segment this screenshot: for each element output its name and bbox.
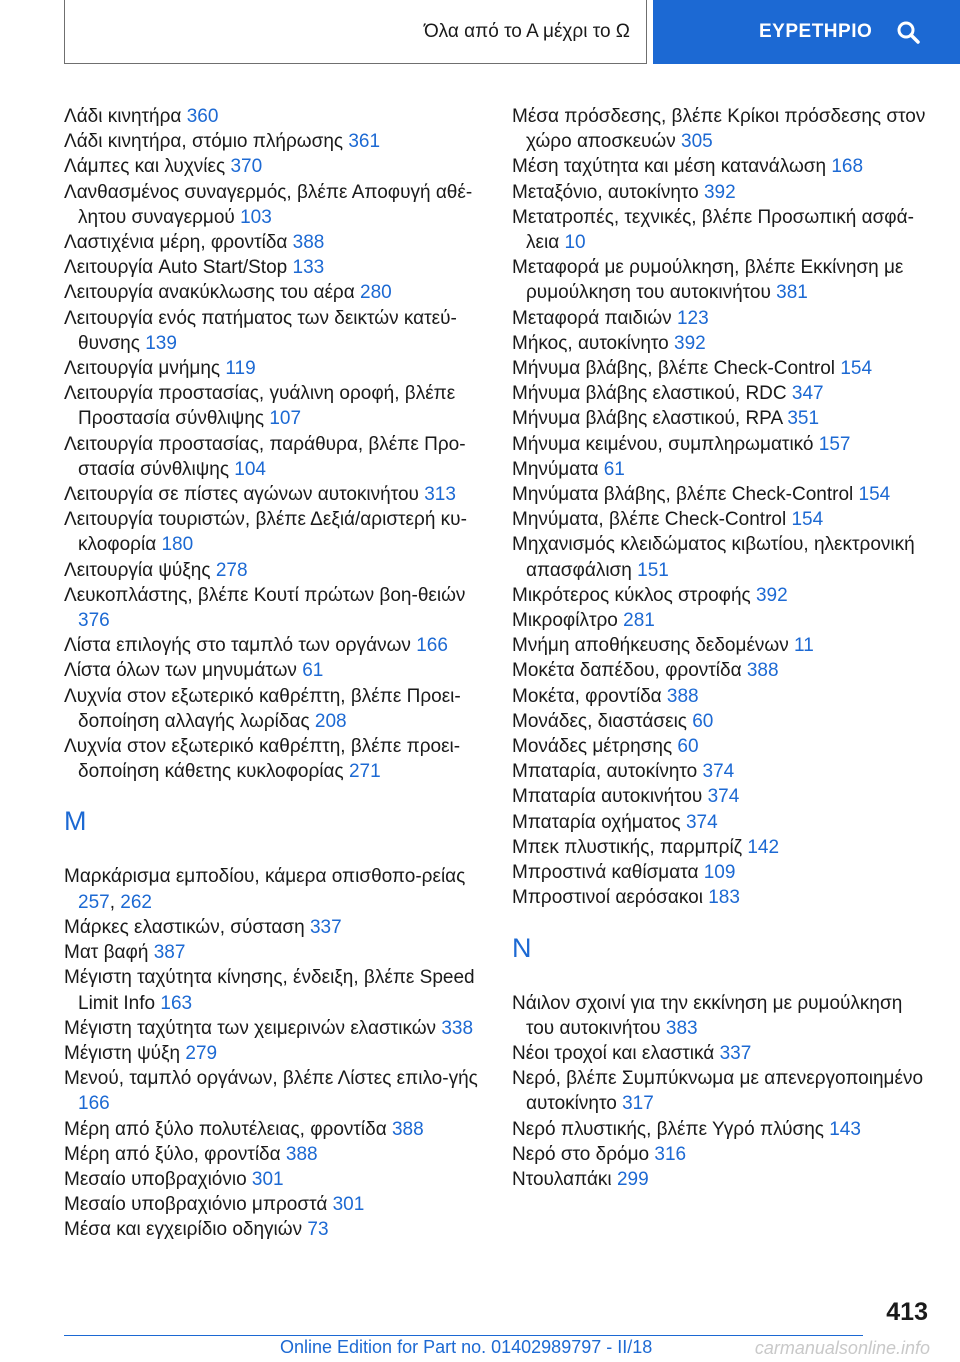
index-entry [512, 180, 932, 205]
page-link[interactable]: 316 [654, 1143, 687, 1165]
entry-term: Λίστα επιλογής στο ταμπλό των οργάνων [64, 635, 417, 657]
footer-divider [64, 1335, 863, 1336]
entry-term: Λειτουργία Auto Start/Stop [64, 257, 293, 279]
page-link[interactable]: 374 [702, 761, 735, 783]
entry-term: Λειτουργία μνήμης [64, 358, 226, 380]
page-link[interactable]: 388 [666, 685, 699, 707]
entry-term: Μήνυμα κειμένου, συμπληρωματικό [512, 433, 819, 455]
entry-term: Μπαταρία αυτοκινήτου [512, 786, 708, 808]
entry-term: Μπαταρία, αυτοκίνητο [512, 761, 703, 783]
index-entry [64, 255, 484, 280]
index-entry [512, 1066, 932, 1116]
page-link[interactable]: 143 [829, 1118, 861, 1140]
page-link[interactable]: 361 [348, 131, 381, 153]
index-entry [512, 658, 932, 683]
page-link[interactable]: 166 [78, 1093, 110, 1115]
index-entry [64, 1217, 484, 1242]
page-link[interactable]: 374 [685, 811, 718, 833]
page-number: 413 [886, 1298, 928, 1326]
entry-term: Μεσαίο υποβραχιόνιο [64, 1168, 252, 1190]
page-link[interactable]: 166 [416, 635, 448, 657]
index-entry [64, 940, 484, 965]
index-column-left [64, 104, 484, 1243]
entry-term: Μέση ταχύτητα και μέση κατανάλωση [512, 156, 832, 178]
index-entry [512, 532, 932, 582]
entry-term: Μέσα και εγχειρίδιο οδηγιών [64, 1219, 308, 1241]
page-link[interactable]: 60 [692, 710, 714, 732]
page-link[interactable]: 180 [161, 534, 194, 556]
entry-term: Νέοι τροχοί και ελαστικά [512, 1042, 720, 1064]
page-link[interactable]: 10 [564, 232, 586, 254]
page-link[interactable]: 392 [755, 584, 788, 606]
page-link[interactable]: 257 [78, 891, 110, 913]
index-entry [512, 759, 932, 784]
index-entry [512, 255, 932, 305]
index-entry [512, 306, 932, 331]
index-entry [512, 406, 932, 431]
entry-term: Μήνυμα βλάβης, βλέπε Check-Control [512, 358, 841, 380]
entry-term: Λαστιχένια μέρη, φροντίδα [64, 232, 293, 254]
index-entry [64, 658, 484, 683]
page-link[interactable]: 61 [302, 660, 324, 682]
index-entry [64, 306, 484, 356]
entry-term: Ντουλαπάκι [512, 1168, 617, 1190]
index-entry [512, 885, 932, 910]
entry-term: Λίστα όλων των μηνυμάτων [64, 660, 303, 682]
entry-term: Μπροστινοί αερόσακοι [512, 887, 709, 909]
entry-term: Λυχνία στον εξωτερικό καθρέπτη, βλέπε Προει-δοποίηση αλλαγής λωρίδας [64, 685, 461, 732]
page-link[interactable]: 301 [332, 1194, 365, 1216]
index-entry [64, 280, 484, 305]
page-link[interactable]: 278 [215, 559, 248, 581]
entry-term: Νερό στο δρόμο [512, 1143, 655, 1165]
entry-term: Μπεκ πλυστικής, παρμπρίζ [512, 836, 748, 858]
page-link[interactable]: 381 [776, 282, 808, 304]
page-link[interactable]: 392 [703, 181, 736, 203]
index-entry [64, 482, 484, 507]
page-link[interactable]: 151 [637, 559, 669, 581]
entry-term: Λυχνία στον εξωτερικό καθρέπτη, βλέπε προει-δοποίηση κάθετης κυκλοφορίας [64, 736, 461, 783]
index-entry [512, 709, 932, 734]
index-entry [512, 381, 932, 406]
index-entry [64, 1117, 484, 1142]
entries-l-group [64, 104, 484, 784]
index-entry [512, 1041, 932, 1066]
index-entry [64, 180, 484, 230]
page-link[interactable]: 301 [251, 1168, 284, 1190]
page-link[interactable]: 305 [681, 131, 713, 153]
page-link[interactable]: 313 [424, 484, 456, 506]
index-entry [64, 633, 484, 658]
page-link[interactable]: 281 [623, 610, 655, 632]
index-entry [64, 1142, 484, 1167]
entry-term: Μηνύματα, βλέπε Check-Control [512, 509, 792, 531]
page-link[interactable]: 351 [787, 408, 820, 430]
index-entry [64, 684, 484, 734]
entry-term: Λάμπες και λυχνίες [64, 156, 231, 178]
index-entry [64, 583, 484, 633]
section-title-tab[interactable] [64, 0, 647, 64]
entry-term: Λευκοπλάστης, βλέπε Κουτί πρώτων βοη-θειών [64, 584, 466, 606]
index-entry [512, 331, 932, 356]
entry-term: Μικροφίλτρο [512, 610, 624, 632]
page-link[interactable]: 139 [145, 332, 177, 354]
index-entry [64, 558, 484, 583]
page-link[interactable]: 163 [160, 992, 193, 1014]
index-entry [512, 810, 932, 835]
page-link[interactable]: 376 [78, 610, 110, 632]
index-entry [512, 432, 932, 457]
entry-term: Λειτουργία προστασίας, γυάλινη οροφή, βλέπε Προστασία σύνθλιψης [64, 383, 456, 430]
page-link[interactable]: 370 [230, 156, 263, 178]
entry-term: Μέρη από ξύλο πολυτέλειας, φροντίδα [64, 1118, 392, 1140]
letter-heading-m: M [64, 806, 87, 837]
index-entry [512, 734, 932, 759]
page-link[interactable]: 183 [708, 887, 740, 909]
edition-note: Online Edition for Part no. 01402989797 - II/18 [280, 1337, 653, 1357]
entry-term: Νερό πλυστικής, βλέπε Υγρό πλύσης [512, 1118, 830, 1140]
index-entry [64, 1041, 484, 1066]
entries-m-group [64, 864, 484, 1242]
index-entry [64, 154, 484, 179]
page-link[interactable]: 262 [120, 891, 152, 913]
entries-m-group-continued [512, 104, 932, 911]
page-link[interactable]: 154 [858, 484, 891, 506]
page-link[interactable]: 104 [234, 458, 266, 480]
entry-term: Μηνύματα βλάβης, βλέπε Check-Control [512, 484, 859, 506]
index-entry [64, 1016, 484, 1041]
index-entry [512, 784, 932, 809]
page-link[interactable]: 61 [603, 458, 625, 480]
index-entry [64, 230, 484, 255]
entry-term: Μενού, ταμπλό οργάνων, βλέπε Λίστες επιλο-γής [64, 1068, 478, 1090]
index-entry [512, 1142, 932, 1167]
page-link[interactable]: 383 [665, 1017, 698, 1039]
page-link[interactable]: 337 [309, 916, 342, 938]
entry-term: Μάρκες ελαστικών, σύσταση [64, 916, 310, 938]
page-link[interactable]: 374 [707, 786, 740, 808]
page-link[interactable]: 388 [746, 660, 779, 682]
index-entry [512, 482, 932, 507]
page-link[interactable]: 338 [441, 1017, 474, 1039]
entry-term: Μονάδες, διαστάσεις [512, 710, 693, 732]
page-link[interactable]: 280 [360, 282, 392, 304]
entry-term: Μέγιστη ταχύτητα των χειμερινών ελαστικών [64, 1017, 442, 1039]
index-entry [512, 205, 932, 255]
page-link[interactable]: 388 [391, 1118, 424, 1140]
page-link[interactable]: 133 [292, 257, 325, 279]
index-entry [512, 154, 932, 179]
index-entry [64, 1192, 484, 1217]
entry-term: Μεταφορά με ρυμούλκηση, βλέπε Εκκίνηση με ρυμούλκηση του αυτοκινήτου [512, 257, 904, 304]
entry-term: Λάδι κινητήρα, στόμιο πλήρωσης [64, 131, 349, 153]
search-icon[interactable] [896, 20, 920, 44]
index-entry: Μαρκάρισμα εμποδίου, κάμερα οπισθοπο-ρείας 257, 262 [64, 866, 466, 913]
page-link[interactable]: 154 [840, 358, 873, 380]
index-entry [512, 1117, 932, 1142]
entries-n-group [512, 991, 932, 1193]
page-link[interactable]: 157 [818, 433, 851, 455]
index-entry [64, 356, 484, 381]
index-entry [512, 608, 932, 633]
index-entry [512, 356, 932, 381]
index-entry [512, 104, 932, 154]
index-entry [64, 1066, 484, 1116]
index-entry [512, 457, 932, 482]
index-entry [64, 432, 484, 482]
entry-term: Μεταφορά παιδιών [512, 307, 677, 329]
watermark: carmanualsonline.info [754, 1338, 930, 1358]
index-entry [64, 965, 484, 1015]
index-entry [64, 734, 484, 784]
page-link[interactable]: 142 [747, 836, 780, 858]
entry-term: Νάιλον σχοινί για την εκκίνηση με ρυμούλκηση του αυτοκινήτου [512, 992, 903, 1039]
index-entry [512, 684, 932, 709]
entry-term: Μήνυμα βλάβης ελαστικού, RPA [512, 408, 788, 430]
page-link[interactable]: 279 [185, 1042, 218, 1064]
entry-term: Ματ βαφή [64, 942, 154, 964]
entry-term: Λανθασμένος συναγερμός, βλέπε Αποφυγή αθέ-λητου συναγερμού [64, 181, 473, 228]
entry-term: Μπαταρία οχήματος [512, 811, 686, 833]
page-link[interactable]: 392 [674, 332, 706, 354]
entry-term: Λάδι κινητήρα [64, 106, 187, 127]
page-link[interactable]: 60 [677, 736, 699, 758]
index-entry [64, 129, 484, 154]
entry-term: Μοκέτα, φροντίδα [512, 685, 667, 707]
entry-term: Μέγιστη ταχύτητα κίνησης, ένδειξη, βλέπε Speed Limit Info [64, 967, 475, 1014]
entry-term: Νερό, βλέπε Συμπύκνωμα με απενεργοποιημένο αυτοκίνητο [512, 1068, 924, 1115]
entry-term: Μήνυμα βλάβης ελαστικού, RDC [512, 383, 792, 405]
page-link[interactable]: 119 [225, 358, 256, 380]
entry-term: Μηνύματα [512, 458, 604, 480]
index-entry [64, 507, 484, 557]
index-entry [64, 915, 484, 940]
index-entry [512, 633, 932, 658]
entry-term: Μνήμη αποθήκευσης δεδομένων [512, 635, 795, 657]
page-link[interactable]: 299 [616, 1168, 649, 1190]
page-link[interactable]: 154 [791, 509, 824, 531]
entry-term: Λειτουργία τουριστών, βλέπε Δεξιά/αριστερή κυ-κλοφορία [64, 509, 467, 556]
section-title: Όλα από το Α μέχρι το Ω [423, 20, 630, 42]
entry-term: Λειτουργία προστασίας, παράθυρα, βλέπε Προ-στασία σύνθλιψης [64, 433, 466, 480]
index-entry [512, 991, 932, 1041]
index-entry [64, 104, 484, 129]
page-link[interactable]: 73 [307, 1219, 329, 1241]
entry-term: Μήκος, αυτοκίνητο [512, 332, 674, 354]
page-link[interactable]: 388 [292, 232, 325, 254]
index-entry [512, 507, 932, 532]
entry-term: Λειτουργία ψύξης [64, 559, 216, 581]
page-link[interactable]: 347 [791, 383, 824, 405]
index-entry [512, 583, 932, 608]
page-link[interactable]: 387 [153, 942, 186, 964]
index-tab[interactable] [653, 0, 960, 64]
index-column-right [512, 104, 932, 1192]
entry-term: Μηχανισμός κλειδώματος κιβωτίου, ηλεκτρονική απασφάλιση [512, 534, 915, 581]
page-link[interactable]: 337 [719, 1042, 752, 1064]
index-entry [512, 835, 932, 860]
page-link[interactable]: 11 [794, 635, 814, 657]
entry-term: Λειτουργία ανακύκλωσης του αέρα [64, 282, 361, 304]
page-link[interactable]: 107 [269, 408, 302, 430]
page-link[interactable]: 271 [348, 761, 381, 783]
entry-term: Μοκέτα δαπέδου, φροντίδα [512, 660, 747, 682]
index-entry [64, 1167, 484, 1192]
entry-term: Μικρότερος κύκλος στροφής [512, 584, 756, 606]
page-link[interactable]: 123 [676, 307, 709, 329]
index-entry [512, 1167, 932, 1192]
index-entry [64, 381, 484, 431]
entry-term: Μονάδες μέτρησης [512, 736, 678, 758]
entry-term: Λειτουργία ενός πατήματος των δεικτών κατεύ-θυνσης [64, 307, 457, 354]
entry-term: Λειτουργία σε πίστες αγώνων αυτοκινήτου [64, 484, 425, 506]
entry-term: Μαρκάρισμα εμποδίου, κάμερα οπισθοπο-ρείας [64, 866, 466, 888]
entry-term: Μέσα πρόσδεσης, βλέπε Κρίκοι πρόσδεσης στον χώρο αποσκευών [512, 106, 926, 153]
page-link[interactable]: 360 [186, 106, 219, 127]
entry-term: Μέρη από ξύλο, φροντίδα [64, 1143, 286, 1165]
entry-term: Μεταξόνιο, αυτοκίνητο [512, 181, 704, 203]
entry-term: Μέγιστη ψύξη [64, 1042, 186, 1064]
index-label: ΕΥΡΕΤΗΡΙΟ [759, 21, 873, 42]
page-link[interactable]: 388 [285, 1143, 318, 1165]
page-link[interactable]: 208 [314, 710, 347, 732]
page-link[interactable]: 103 [240, 206, 272, 228]
page-link[interactable]: 168 [831, 156, 864, 178]
entry-term: Μεσαίο υποβραχιόνιο μπροστά [64, 1194, 333, 1216]
page-link[interactable]: 317 [622, 1093, 654, 1115]
entry-term: Μετατροπές, τεχνικές, βλέπε Προσωπική ασφά-λεια [512, 206, 914, 254]
entry-term: Μπροστινά καθίσματα [512, 862, 704, 884]
letter-heading-n: N [512, 932, 532, 963]
index-entry [512, 860, 932, 885]
page-link[interactable]: 109 [703, 862, 736, 884]
